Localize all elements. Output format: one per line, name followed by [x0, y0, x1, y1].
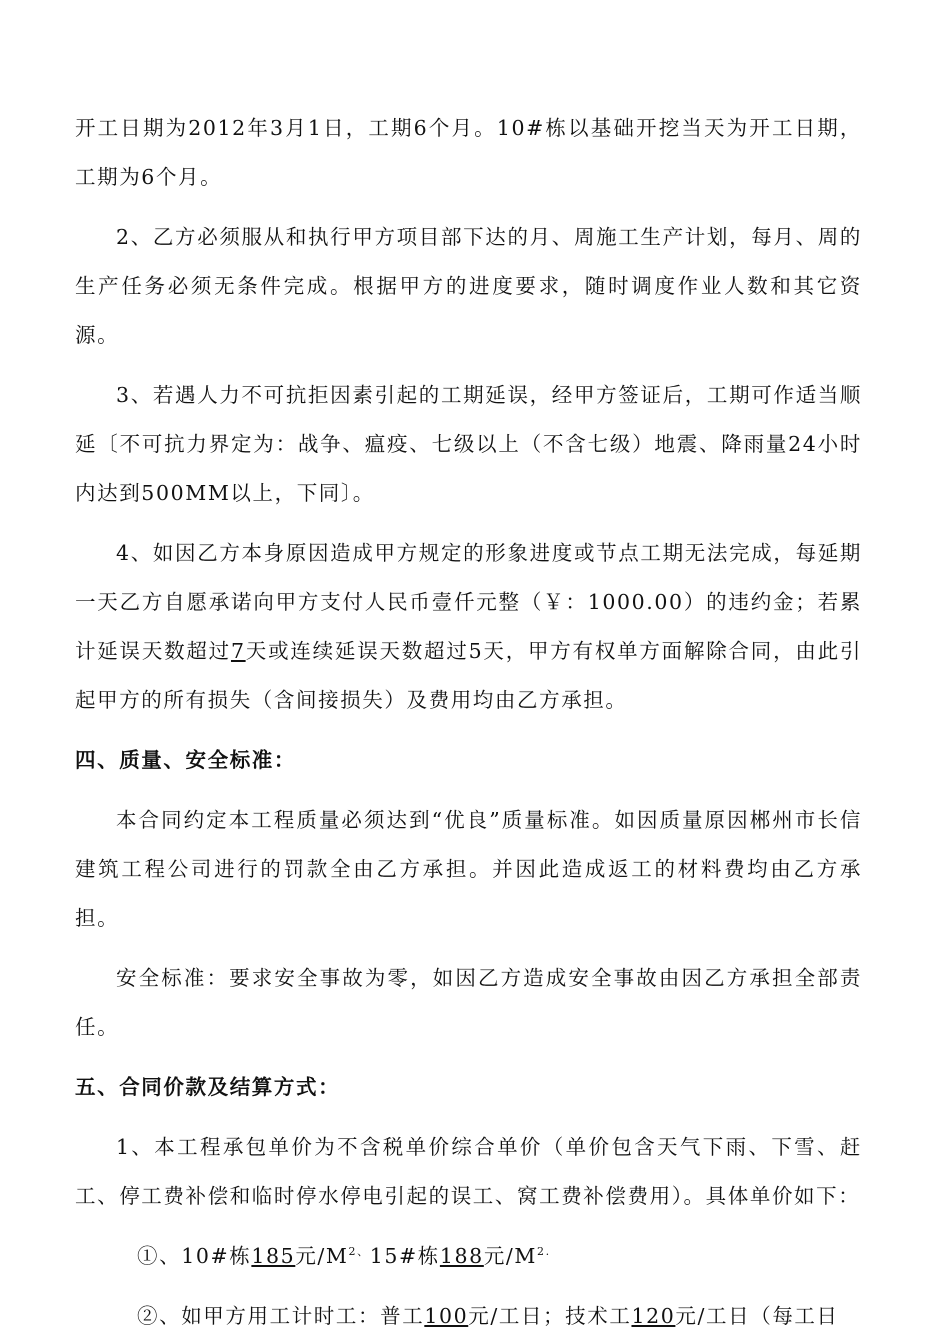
item-2-text-a: ②、如甲方用工计时工：普工	[137, 1304, 425, 1328]
section-heading-quality-safety: 四、质量、安全标准：	[75, 748, 296, 772]
item-2-text-b: 元/工日；技术工	[468, 1304, 632, 1328]
item-2-technical-wage: 120	[631, 1304, 676, 1328]
section-heading-price-settlement: 五、合同价款及结算方式：	[75, 1075, 341, 1099]
item-2-text-c: 元/工日（每工日	[675, 1304, 839, 1328]
clause-4-text-before: 4、如因乙方本身原因造成甲方规定的形象进度或节点工期无法完成，每延期一天乙方自愿承诺向甲方支付人民币壹仟元整（￥：1000.00）的违约金；若累计延误天数超过	[75, 541, 862, 663]
item-1-building-15: 15#栋	[369, 1244, 440, 1268]
paragraph-clause-3: 3、若遇人力不可抗拒因素引起的工期延误，经甲方签证后，工期可作适当顺延〔不可抗力界定为：战争、瘟疫、七级以上（不含七级）地震、降雨量24小时内达到500MM以上，下同〕。	[75, 383, 862, 505]
paragraph-safety-standard: 安全标准：要求安全事故为零，如因乙方造成安全事故由因乙方承担全部责任。	[75, 966, 862, 1039]
paragraph-clause-2: 2、乙方必须服从和执行甲方项目部下达的月、周施工生产计划，每月、周的生产任务必须无条件完成。根据甲方的进度要求，随时调度作业人数和其它资源。	[75, 225, 862, 347]
item-2-general-wage: 100	[424, 1304, 469, 1328]
clause-4-days: 7	[230, 639, 246, 663]
clause-4-text-after: 天或连续延误天数超过5天，甲方有权单方面解除合同，由此引起甲方的所有损失（含间接损失）及费用均由乙方承担。	[75, 639, 863, 712]
item-1-sup-10: 2、	[348, 1245, 370, 1259]
paragraph-start-date: 开工日期为2012年3月1日，工期6个月。10#栋以基础开挖当天为开工日期，工期为6个月。	[75, 116, 862, 189]
paragraph-quality-standard: 本合同约定本工程质量必须达到“优良”质量标准。如因质量原因郴州市长信建筑工程公司进行的罚款全由乙方承担。并因此造成返工的材料费均由乙方承担。	[75, 808, 862, 930]
item-1-building-10: ①、10#栋	[137, 1244, 252, 1268]
price-item-2	[75, 1292, 862, 1341]
paragraph-clause-4	[75, 529, 862, 725]
price-item-1	[75, 1232, 862, 1281]
item-1-unit-10: 元/M	[295, 1244, 349, 1268]
paragraph-unit-price: 1、本工程承包单价为不含税单价综合单价（单价包含天气下雨、下雪、赶工、停工费补偿和临时停水停电引起的误工、窝工费补偿费用）。具体单价如下：	[75, 1135, 862, 1208]
item-1-sup-15: 2.	[537, 1245, 551, 1259]
item-1-unit-15: 元/M	[483, 1244, 538, 1268]
item-1-price-15: 188	[439, 1244, 484, 1268]
item-1-price-10: 185	[251, 1244, 296, 1268]
